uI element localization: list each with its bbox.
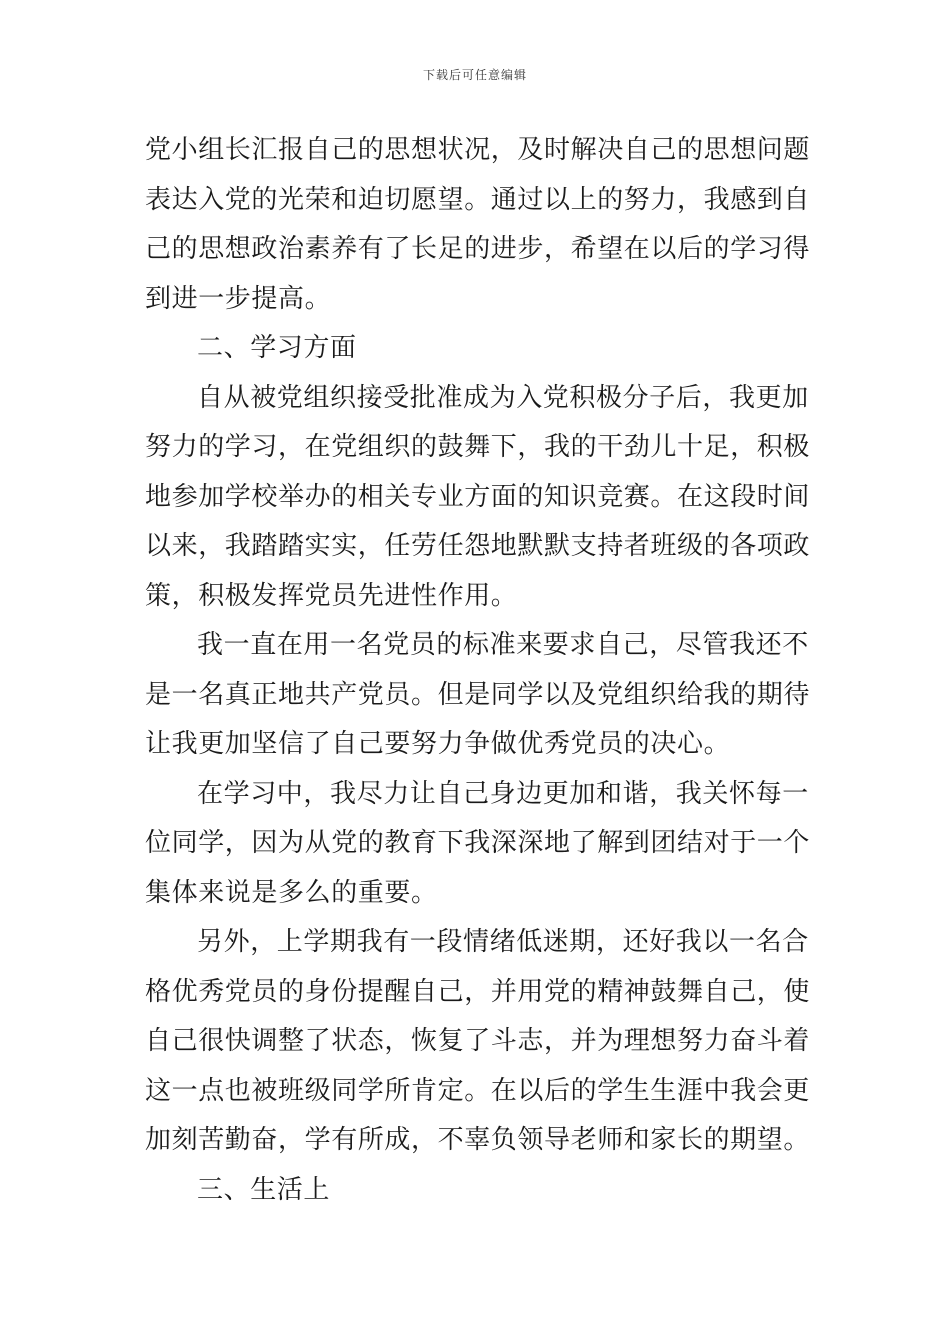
text-line: 自己很快调整了状态，恢复了斗志，并为理想努力奋斗着 bbox=[145, 1026, 811, 1056]
text-line: 加刻苦勤奋，学有所成，不辜负领导老师和家长的期望。 bbox=[145, 1125, 811, 1155]
text-line: 自从被党组织接受批准成为入党积极分子后，我更加 bbox=[197, 382, 809, 413]
text-line: 策，积极发挥党员先进性作用。 bbox=[145, 580, 518, 611]
header-note: 下载后可任意编辑 bbox=[422, 68, 527, 82]
text-line: 到进一步提高。 bbox=[145, 283, 332, 314]
text-line: 位同学，因为从党的教育下我深深地了解到团结对于一个 bbox=[145, 828, 811, 858]
text-line: 党小组长汇报自己的思想状况，及时解决自己的思想问题 bbox=[145, 135, 811, 165]
text-line: 我一直在用一名党员的标准来要求自己，尽管我还不 bbox=[197, 630, 809, 660]
document-body bbox=[145, 126, 810, 1215]
text-line: 让我更加坚信了自己要努力争做优秀党员的决心。 bbox=[145, 729, 731, 759]
text-line: 努力的学习，在党组织的鼓舞下，我的干劲儿十足，积极 bbox=[145, 432, 811, 462]
text-line: 以来，我踏踏实实，任劳任怨地默默支持者班级的各项政 bbox=[145, 531, 811, 561]
text-line: 集体来说是多么的重要。 bbox=[145, 877, 438, 908]
section-heading: 二、学习方面 bbox=[197, 333, 357, 363]
section-heading: 三、生活上 bbox=[197, 1174, 331, 1205]
text-line: 格优秀党员的身份提醒自己，并用党的精神鼓舞自己，使 bbox=[145, 976, 811, 1007]
text-line: 这一点也被班级同学所肯定。在以后的学生生涯中我会更 bbox=[145, 1075, 811, 1106]
text-line: 己的思想政治素养有了长足的进步，希望在以后的学习得 bbox=[145, 234, 811, 264]
text-line: 地参加学校举办的相关专业方面的知识竞赛。在这段时间 bbox=[145, 481, 811, 512]
text-line: 是一名真正地共产党员。但是同学以及党组织给我的期待 bbox=[145, 679, 811, 710]
text-line: 在学习中，我尽力让自己身边更加和谐，我关怀每一 bbox=[197, 778, 809, 809]
text-line: 表达入党的光荣和迫切愿望。通过以上的努力，我感到自 bbox=[145, 184, 811, 215]
text-line: 另外，上学期我有一段情绪低迷期，还好我以一名合 bbox=[197, 927, 809, 957]
